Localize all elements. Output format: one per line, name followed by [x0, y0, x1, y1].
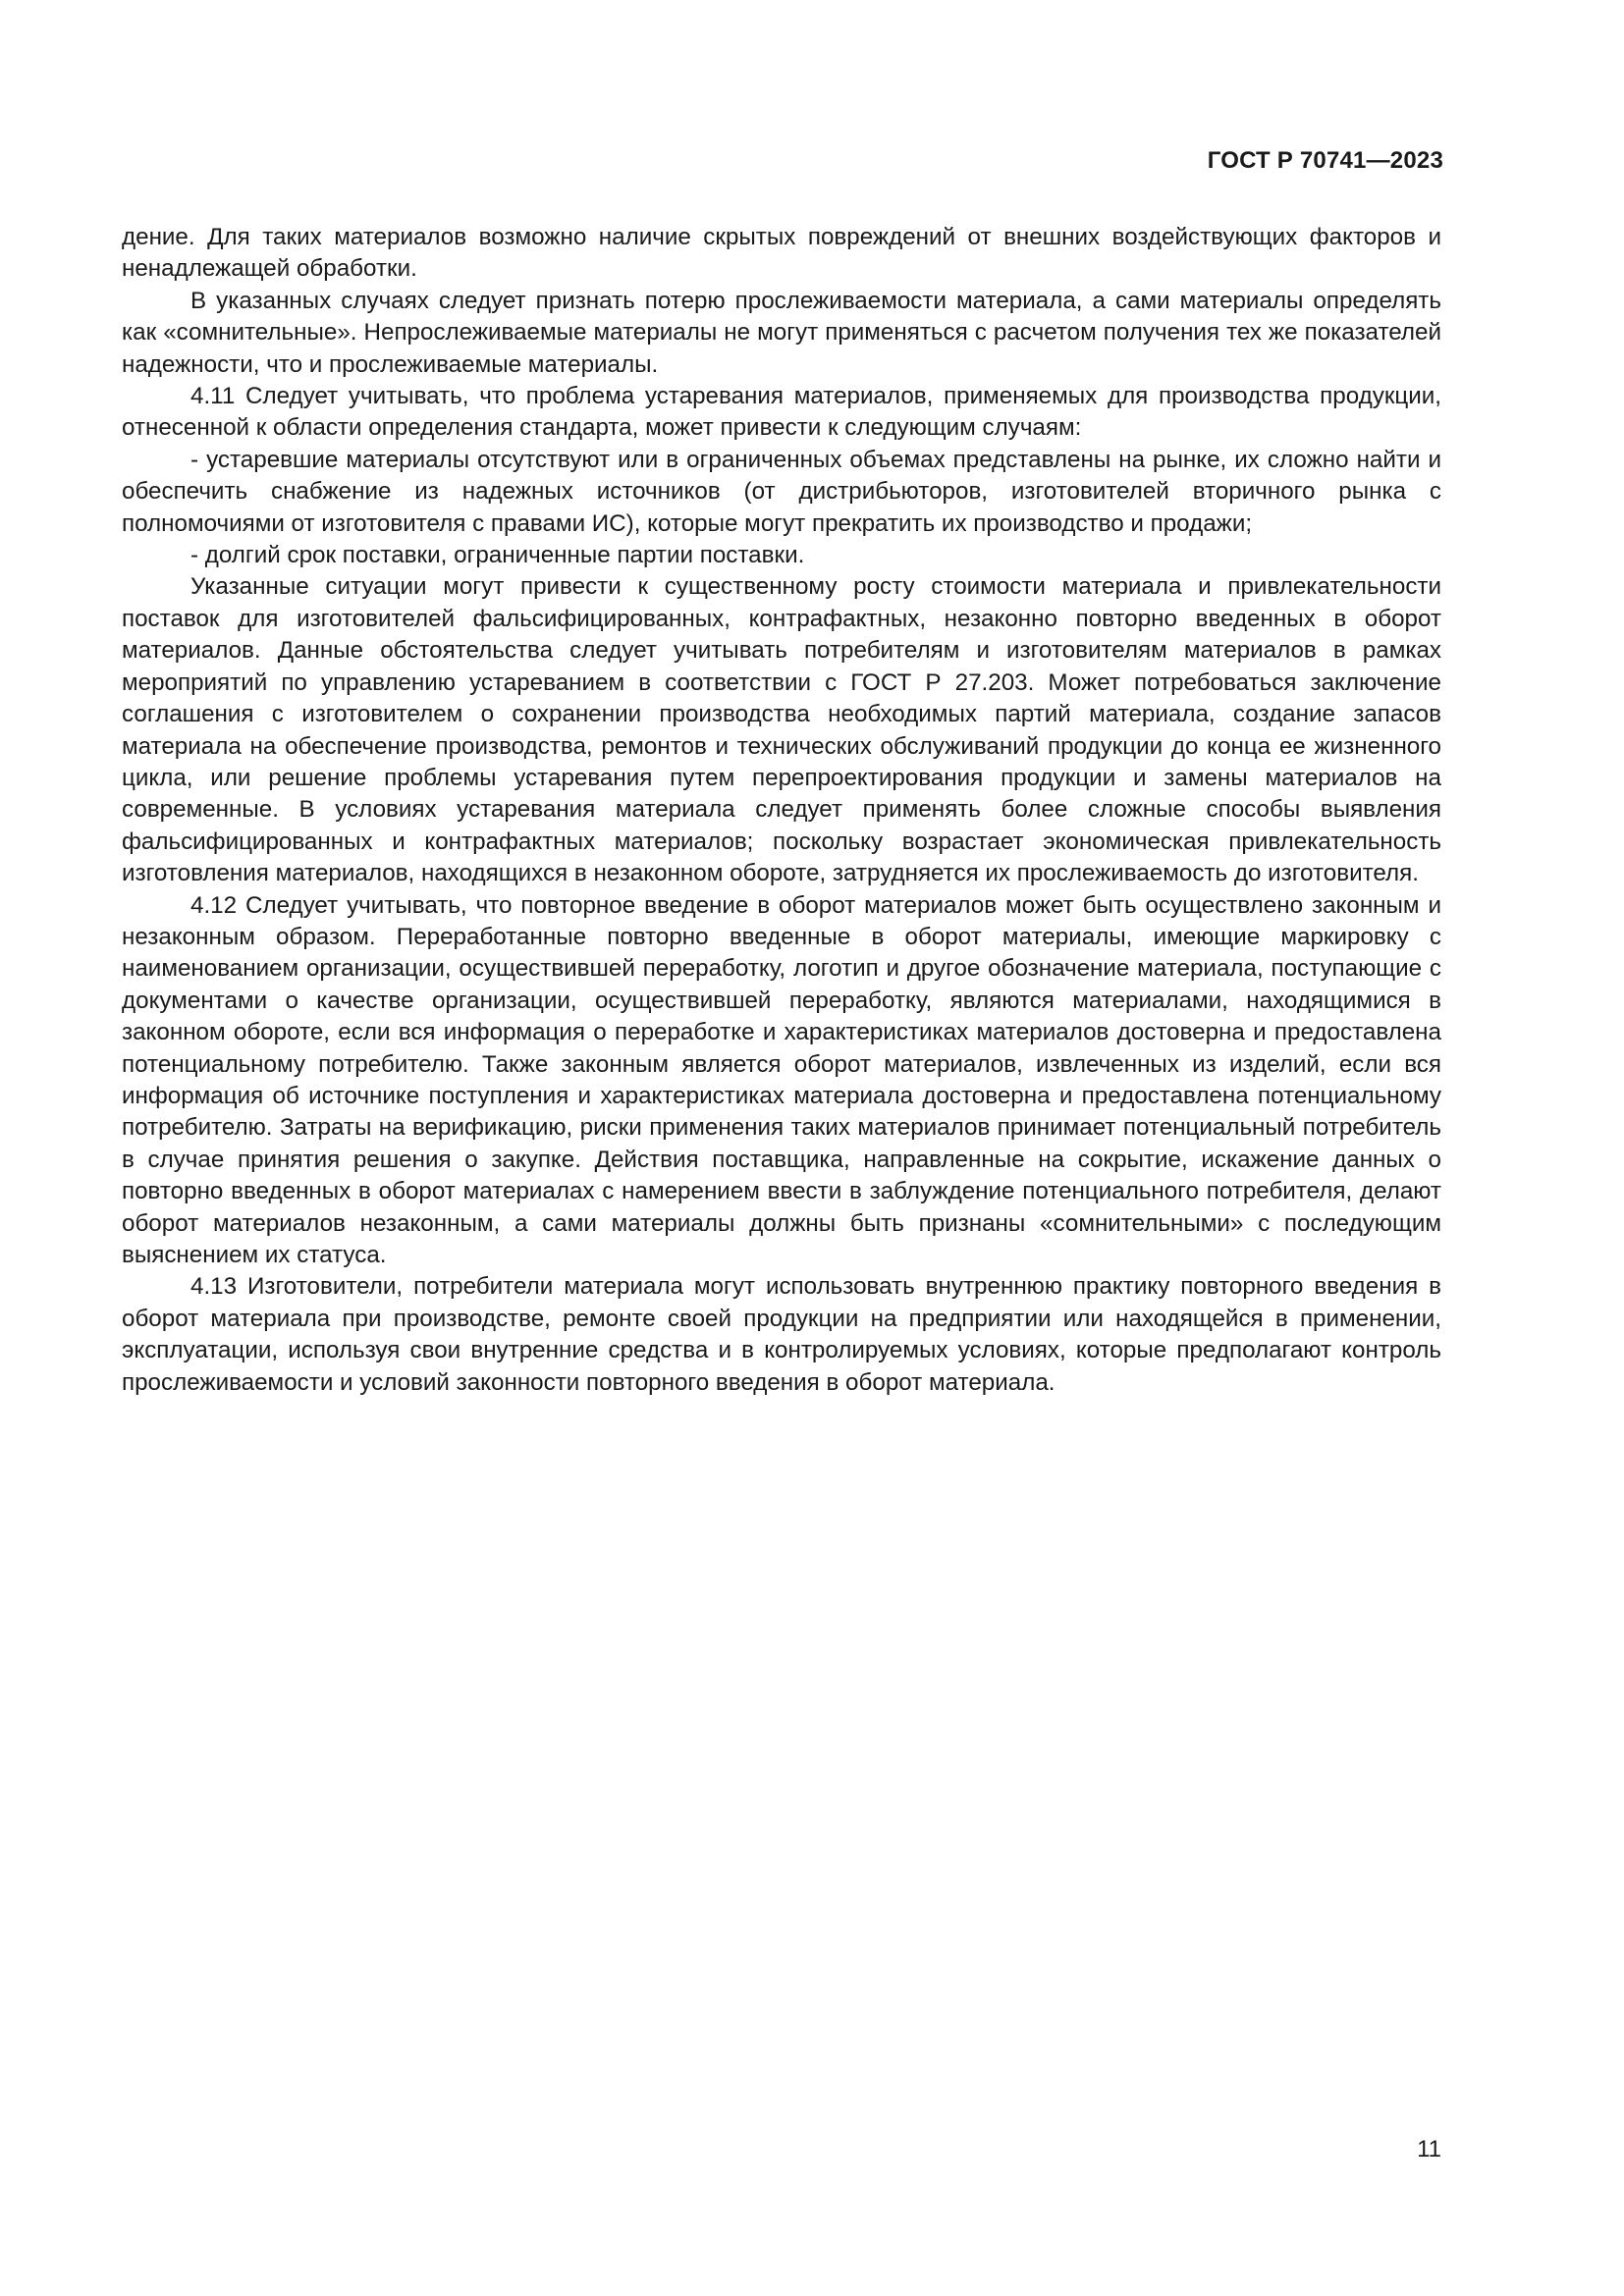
paragraph: Указанные ситуации могут привести к существенному росту стоимости материала и привлекательности поставок для изготовителей фальсифицированных, контрафактных, незаконно повторно введенных в оборот материалов. Данные обстоятельства следует учитывать потребителям и изготовителям материалов в рамках мероприятий по управлению устареванием в соответствии с ГОСТ Р 27.203. Может потребоваться заключение соглашения с изготовителем о сохранении производства необходимых партий материала, создание запасов материала на обеспечение производства, ремонтов и технических обслуживаний продукции до конца ее жизненного цикла, или решение проблемы устаревания путем перепроектирования продукции и замены материалов на современные. В условиях устаревания материала следует применять более сложные способы выявления фальсифицированных и контрафактных материалов; поскольку возрастает экономическая привлекательность изготовления материалов, находящихся в незаконном обороте, затрудняется их прослеживаемость до изготовителя.	[122, 573, 1441, 887]
page-number: 11	[1417, 2136, 1441, 2163]
paragraph-continuation: дение. Для таких материалов возможно наличие скрытых повреждений от внешних воздействующих факторов и ненадлежащей обработки.	[122, 224, 1441, 283]
clause-4-13: 4.13 Изготовители, потребители материала могут использовать внутреннюю практику повторного введения в оборот материала при производстве, ремонте своей продукции на предприятии или находящейся в применении, эксплуатации, используя свои внутренние средства и в контролируемых условиях, которые предполагают контроль прослеживаемости и условий законности повторного введения в оборот материала.	[122, 1273, 1441, 1396]
document-body	[122, 222, 1441, 1399]
clause-4-11: 4.11 Следует учитывать, что проблема устаревания материалов, применяемых для производства продукции, отнесенной к области определения стандарта, может привести к следующим случаям:	[122, 383, 1441, 442]
list-item: - устаревшие материалы отсутствуют или в ограниченных объемах представлены на рынке, их сложно найти и обеспечить снабжение из надежных источников (от дистрибьюторов, изготовителей вторичного рынка с полномочиями от изготовителя с правами ИС), которые могут прекратить их производство и продажи;	[122, 446, 1441, 537]
paragraph: В указанных случаях следует признать потерю прослеживаемости материала, а сами материалы определять как «сомнительные». Непрослеживаемые материалы не могут применяться с расчетом получения тех же показателей надежности, что и прослеживаемые материалы.	[122, 287, 1441, 378]
list-item: - долгий срок поставки, ограниченные партии поставки.	[190, 542, 805, 569]
standard-code-header: ГОСТ Р 70741—2023	[1207, 147, 1443, 174]
clause-4-12: 4.12 Следует учитывать, что повторное введение в оборот материалов может быть осуществлено законным и незаконным образом. Переработанные повторно введенные в оборот материалы, имеющие маркировку с наименованием организации, осуществившей переработку, логотип и другое обозначение материала, поступающие с документами о качестве организации, осуществившей переработку, являются материалами, находящимися в законном обороте, если вся информация о переработке и характеристиках материалов достоверна и предоставлена потенциальному потребителю. Также законным является оборот материалов, извлеченных из изделий, если вся информация об источнике поступления и характеристиках материала достоверна и предоставлена потенциальному потребителю. Затраты на верификацию, риски применения таких материалов принимает потенциальный потребитель в случае принятия решения о закупке. Действия поставщика, направленные на сокрытие, искажение данных о повторно введенных в оборот материалах с намерением ввести в заблуждение потенциального потребителя, делают оборот материалов незаконным, а сами материалы должны быть признаны «сомнительными» с последующим выяснением их статуса.	[122, 891, 1441, 1268]
